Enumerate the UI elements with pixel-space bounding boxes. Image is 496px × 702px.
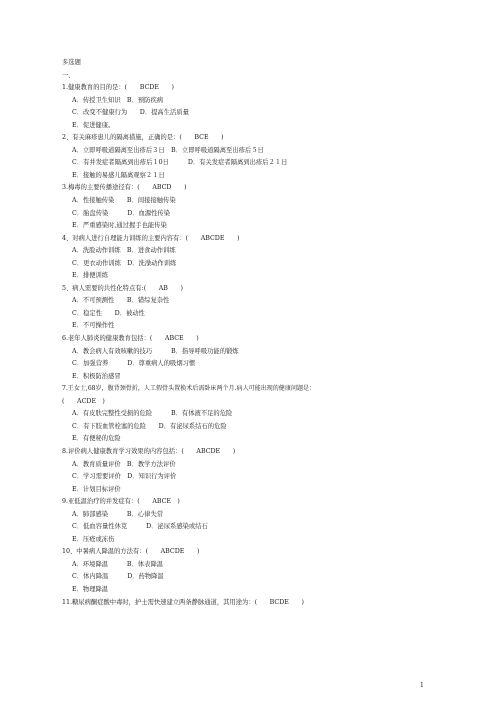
option-line: C．有下肢血管栓塞的危险 D．有泌尿系结石的危险 xyxy=(72,422,227,430)
option-line: A．性接触传染 B．间接接触传染 xyxy=(72,197,176,205)
question-5: 5、病人需要的共性化特点有:( AB ) xyxy=(62,284,183,292)
option-line: A．教会病人有效咳嗽的技巧 B．指导呼吸功能的锻炼 xyxy=(72,347,239,355)
option-line: C．胎盘传染 D．血源性传染 xyxy=(72,209,171,217)
question-11: 11.糖尿病酮症酸中毒时，护士需快速建立两条静脉通道，其用途为：( BCDE ) xyxy=(62,598,304,606)
option-line: E．物理降温 xyxy=(72,585,109,593)
option-line: A．环境降温 B．体表降温 xyxy=(72,560,164,568)
section-number: 一、 xyxy=(62,71,75,79)
option-line: A．立即呼吸道隔离至出疹后３日 B．立即呼吸道隔离至出疹后５日 xyxy=(72,146,264,154)
option-line: C．改变不健康行为 D．提高生活质量 xyxy=(72,109,189,117)
option-line: E．压疮或冻伤 xyxy=(72,535,115,543)
question-4: 4、对病人进行自理能力训练的主要内容有：( ABCDE ) xyxy=(62,234,240,242)
question-3: 3.梅毒的主要传播途径有：( ABCD ) xyxy=(62,184,187,192)
option-line: E．有便秘的危险 xyxy=(72,435,121,443)
option-line: E．排便训练 xyxy=(72,272,109,280)
option-line: A．肺部感染 B．心律失常 xyxy=(72,510,164,518)
option-line: E．积极防治感冒 xyxy=(72,372,121,380)
option-line: A．不可预测性 B．错综复杂性 xyxy=(72,297,170,305)
option-line: E．计划目标评价 xyxy=(72,485,121,493)
option-line: C．稳定性 D．被动性 xyxy=(72,309,145,317)
option-line: E．不可操作性 xyxy=(72,322,115,330)
page-number: 1 xyxy=(420,682,424,689)
option-line: E．严重感染时,通过握手也能传染 xyxy=(72,222,167,230)
option-line: E．接触的易感儿隔离观察２１日 xyxy=(72,171,165,179)
option-line: A．传授卫生知识 B．预防疾病 xyxy=(72,96,164,104)
option-line: C．低血容量性休克 D．泌尿系感染或结石 xyxy=(72,523,208,531)
option-line: A．有皮肤完整性受损的危险 B．有体液不足的危险 xyxy=(72,410,233,418)
option-line: A．教育质量评价 B．教学方法评价 xyxy=(72,460,176,468)
question-6: 6.老年人肺炎的健康教育包括：( ABCE ) xyxy=(62,335,199,343)
option-line: C．学习需要评价 D．知识行为评价 xyxy=(72,473,177,481)
question-9: 9.亚低温治疗的并发症有：( ABCE ) xyxy=(62,498,180,506)
option-line: C．体内降温 D．药物降温 xyxy=(72,573,164,581)
question-2: 2、有关麻疹患儿的隔离措施，正确的是：( BCE ) xyxy=(62,134,224,142)
option-line: C．有并发症者隔离到出疹后１0日 D．有关发症者隔离到出疹后２１日 xyxy=(72,159,288,167)
option-line: E．促进健康。 xyxy=(72,121,115,129)
option-line: A．洗脸动作训练 B．进食动作训练 xyxy=(72,247,176,255)
question-10: 10、中暑病人降温的方法有：( ABCDE ) xyxy=(62,548,200,556)
question-7: 7.王女士,68岁，腹背颈骨折，人工假骨头置换术后需卧床两个月.病人可能出现的健康问题是： xyxy=(62,385,316,393)
option-line: C．更衣动作训练 D．洗澡动作训练 xyxy=(72,259,177,267)
question-1: 1.健康教育的目的是：( BCDE ) xyxy=(62,84,174,92)
option-line: C．加强营养 D．尊重病人的吸烟习惯 xyxy=(72,360,196,368)
page-content xyxy=(62,57,442,609)
document-heading: 多选题 xyxy=(62,59,81,66)
question-8: 8.评价病人健康教育学习效果的内容包括：( ABCDE ) xyxy=(62,447,236,455)
question-7-answer: ( ACDE ) xyxy=(62,397,105,405)
